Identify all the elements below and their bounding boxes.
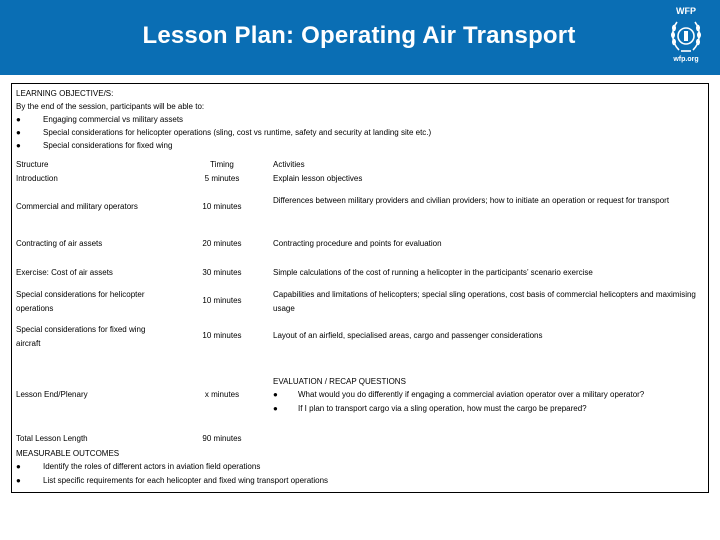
row-timing: 20 minutes — [202, 239, 242, 248]
bullet-icon: ● — [16, 476, 21, 485]
row-timing: 10 minutes — [202, 202, 242, 211]
bullet-icon: ● — [273, 390, 278, 399]
row-structure: Total Lesson Length — [16, 434, 88, 443]
objective-item: Special considerations for fixed wing — [43, 141, 173, 150]
logo-wordmark: WFP — [676, 6, 696, 16]
row-structure: Exercise: Cost of air assets — [16, 268, 113, 277]
logo-url: wfp.org — [673, 56, 699, 63]
row-activities: Capabilities and limitations of helicopters; special sling operations, cost basis of commercial helicopters and maximising usage — [273, 290, 696, 313]
objectives-intro: By the end of the session, participants will be able to: — [16, 102, 205, 111]
recap-heading: EVALUATION / RECAP QUESTIONS — [273, 377, 406, 386]
bullet-icon: ● — [16, 141, 21, 150]
outcomes-heading: MEASURABLE OUTCOMES — [16, 449, 120, 458]
row-structure: Introduction — [16, 174, 58, 183]
row-structure: Commercial and military operators — [16, 202, 138, 211]
page-title: Lesson Plan: Operating Air Transport — [142, 22, 576, 49]
row-activities: Explain lesson objectives — [273, 174, 363, 183]
row-timing: 10 minutes — [202, 331, 242, 340]
row-timing: 10 minutes — [202, 296, 242, 305]
bullet-icon: ● — [16, 128, 21, 137]
row-structure: Special considerations for fixed wing aircraft — [16, 325, 146, 348]
column-header-timing: Timing — [210, 160, 234, 169]
row-timing: 5 minutes — [204, 174, 240, 183]
row-structure: Lesson End/Plenary — [16, 390, 88, 399]
row-activities: Contracting procedure and points for evaluation — [273, 239, 442, 248]
row-activities: Layout of an airfield, specialised areas, cargo and passenger considerations — [273, 331, 543, 340]
bullet-icon: ● — [16, 462, 21, 471]
objective-item: Engaging commercial vs military assets — [43, 115, 184, 124]
lesson-plan-box — [11, 83, 709, 493]
column-header-activities: Activities — [273, 160, 305, 169]
row-structure: Contracting of air assets — [16, 239, 103, 248]
outcome-item: Identify the roles of different actors in aviation field operations — [43, 462, 261, 471]
objective-item: Special considerations for helicopter operations (sling, cost vs runtime, safety and security at landing site etc.) — [43, 128, 432, 137]
bullet-icon: ● — [16, 115, 21, 124]
wfp-logo — [660, 6, 712, 68]
laurel-emblem-icon — [669, 18, 703, 56]
outcome-item: List specific requirements for each helicopter and fixed wing transport operations — [43, 476, 329, 485]
row-timing: 30 minutes — [202, 268, 242, 277]
row-timing: x minutes — [204, 390, 240, 399]
row-timing: 90 minutes — [202, 434, 242, 443]
row-structure: Special considerations for helicopter operations — [16, 290, 145, 313]
bullet-icon: ● — [273, 404, 278, 413]
column-header-structure: Structure — [16, 160, 49, 169]
objectives-heading: LEARNING OBJECTIVE/S: — [16, 89, 114, 98]
header-bar — [0, 0, 720, 75]
recap-question: If I plan to transport cargo via a sling operation, how must the cargo be prepared? — [298, 404, 587, 413]
recap-question: What would you do differently if engaging a commercial aviation operator over a military operator? — [298, 390, 645, 399]
row-activities: Simple calculations of the cost of running a helicopter in the participants’ scenario exercise — [273, 268, 593, 277]
row-activities: Differences between military providers and civilian providers; how to initiate an operation or request for transport — [273, 196, 670, 205]
